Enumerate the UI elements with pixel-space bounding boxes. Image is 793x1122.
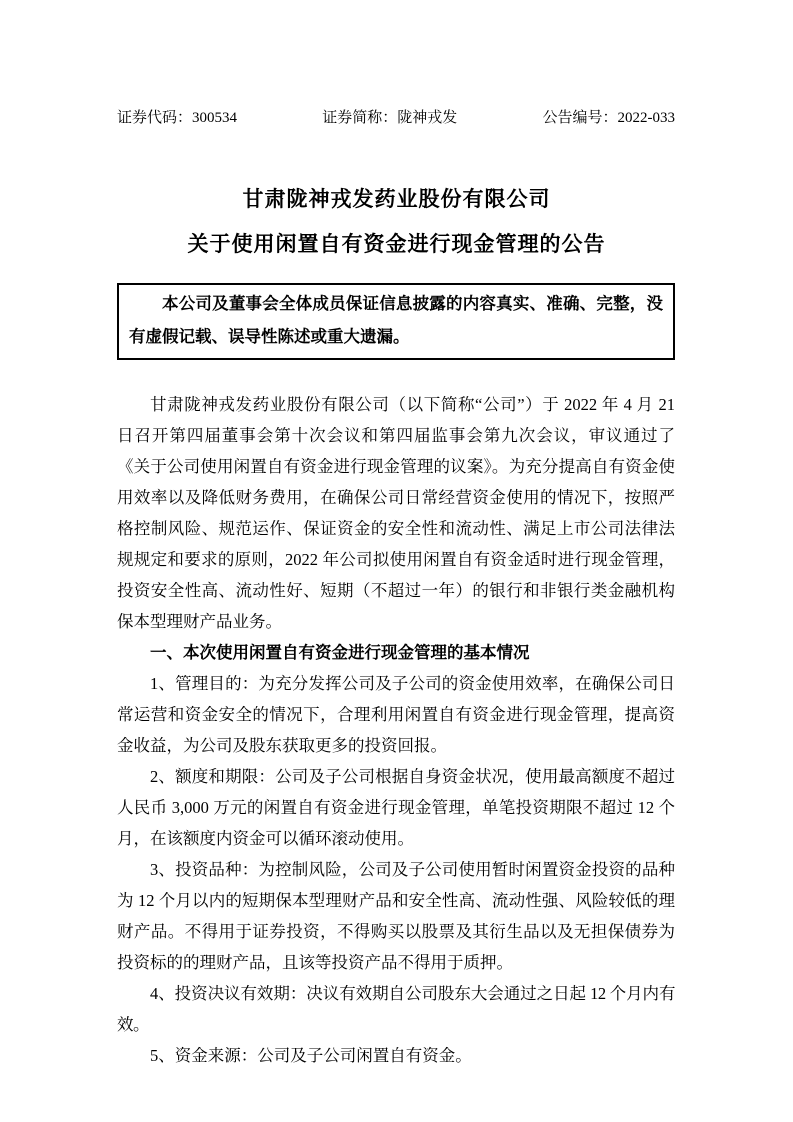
paragraph-intro: 甘肃陇神戎发药业股份有限公司（以下简称“公司”）于 2022 年 4 月 21 日召开第四届董事会第十次会议和第四届监事会第九次会议，审议通过了《关于公司使用闲置自有资金进行现金管理的议案》。为充分提高自有资金使用效率以及降低财务费用，在确保公司日常经营资金使用的情况下，按照严格控制风险、规范运作、保证资金的安全性和流动性、满足上市公司法律法规规定和要求的原则，2022 年公司拟使用闲置自有资金适时进行现金管理，投资安全性高、流动性好、短期（不超过一年）的银行和非银行类金融机构保本型理财产品业务。 — [117, 395, 675, 631]
security-code: 证券代码：300534 — [117, 110, 238, 126]
disclaimer-box — [117, 283, 675, 360]
announcement-title: 关于使用闲置自有资金进行现金管理的公告 — [187, 232, 606, 256]
disclaimer-text: 本公司及董事会全体成员保证信息披露的内容真实、准确、完整，没有虚假记载、误导性陈述或重大遗漏。 — [129, 294, 663, 346]
section-heading-1: 一、本次使用闲置自有资金进行现金管理的基本情况 — [150, 643, 530, 662]
announcement-number: 公告编号：2022-033 — [542, 110, 675, 126]
document-body — [117, 389, 675, 1071]
document-header — [117, 106, 675, 130]
paragraph-funding-source: 5、资金来源：公司及子公司闲置自有资金。 — [150, 1046, 472, 1065]
paragraph-quota-and-term: 2、额度和期限：公司及子公司根据自身资金状况，使用最高额度不超过人民币 3,000 万元的闲置自有资金进行现金管理，单笔投资期限不超过 12 个月，在该额度内资金可以循环滚动使用。 — [117, 767, 675, 848]
paragraph-resolution-validity: 4、投资决议有效期：决议有效期自公司股东大会通过之日起 12 个月内有效。 — [117, 984, 675, 1034]
title-block — [0, 177, 793, 267]
company-name-title: 甘肃陇神戎发药业股份有限公司 — [242, 187, 551, 211]
paragraph-investment-types: 3、投资品种：为控制风险，公司及子公司使用暂时闲置资金投资的品种为 12 个月以内的短期保本型理财产品和安全性高、流动性强、风险较低的理财产品。不得用于证券投资，不得购买以股票及其衍生品以及无担保债券为投资标的的理财产品，且该等投资产品不得用于质押。 — [117, 860, 675, 972]
security-name: 证券简称：陇神戎发 — [322, 110, 458, 126]
paragraph-management-purpose: 1、管理目的：为充分发挥公司及子公司的资金使用效率，在确保公司日常运营和资金安全的情况下，合理利用闲置自有资金进行现金管理，提高资金收益，为公司及股东获取更多的投资回报。 — [117, 674, 675, 755]
